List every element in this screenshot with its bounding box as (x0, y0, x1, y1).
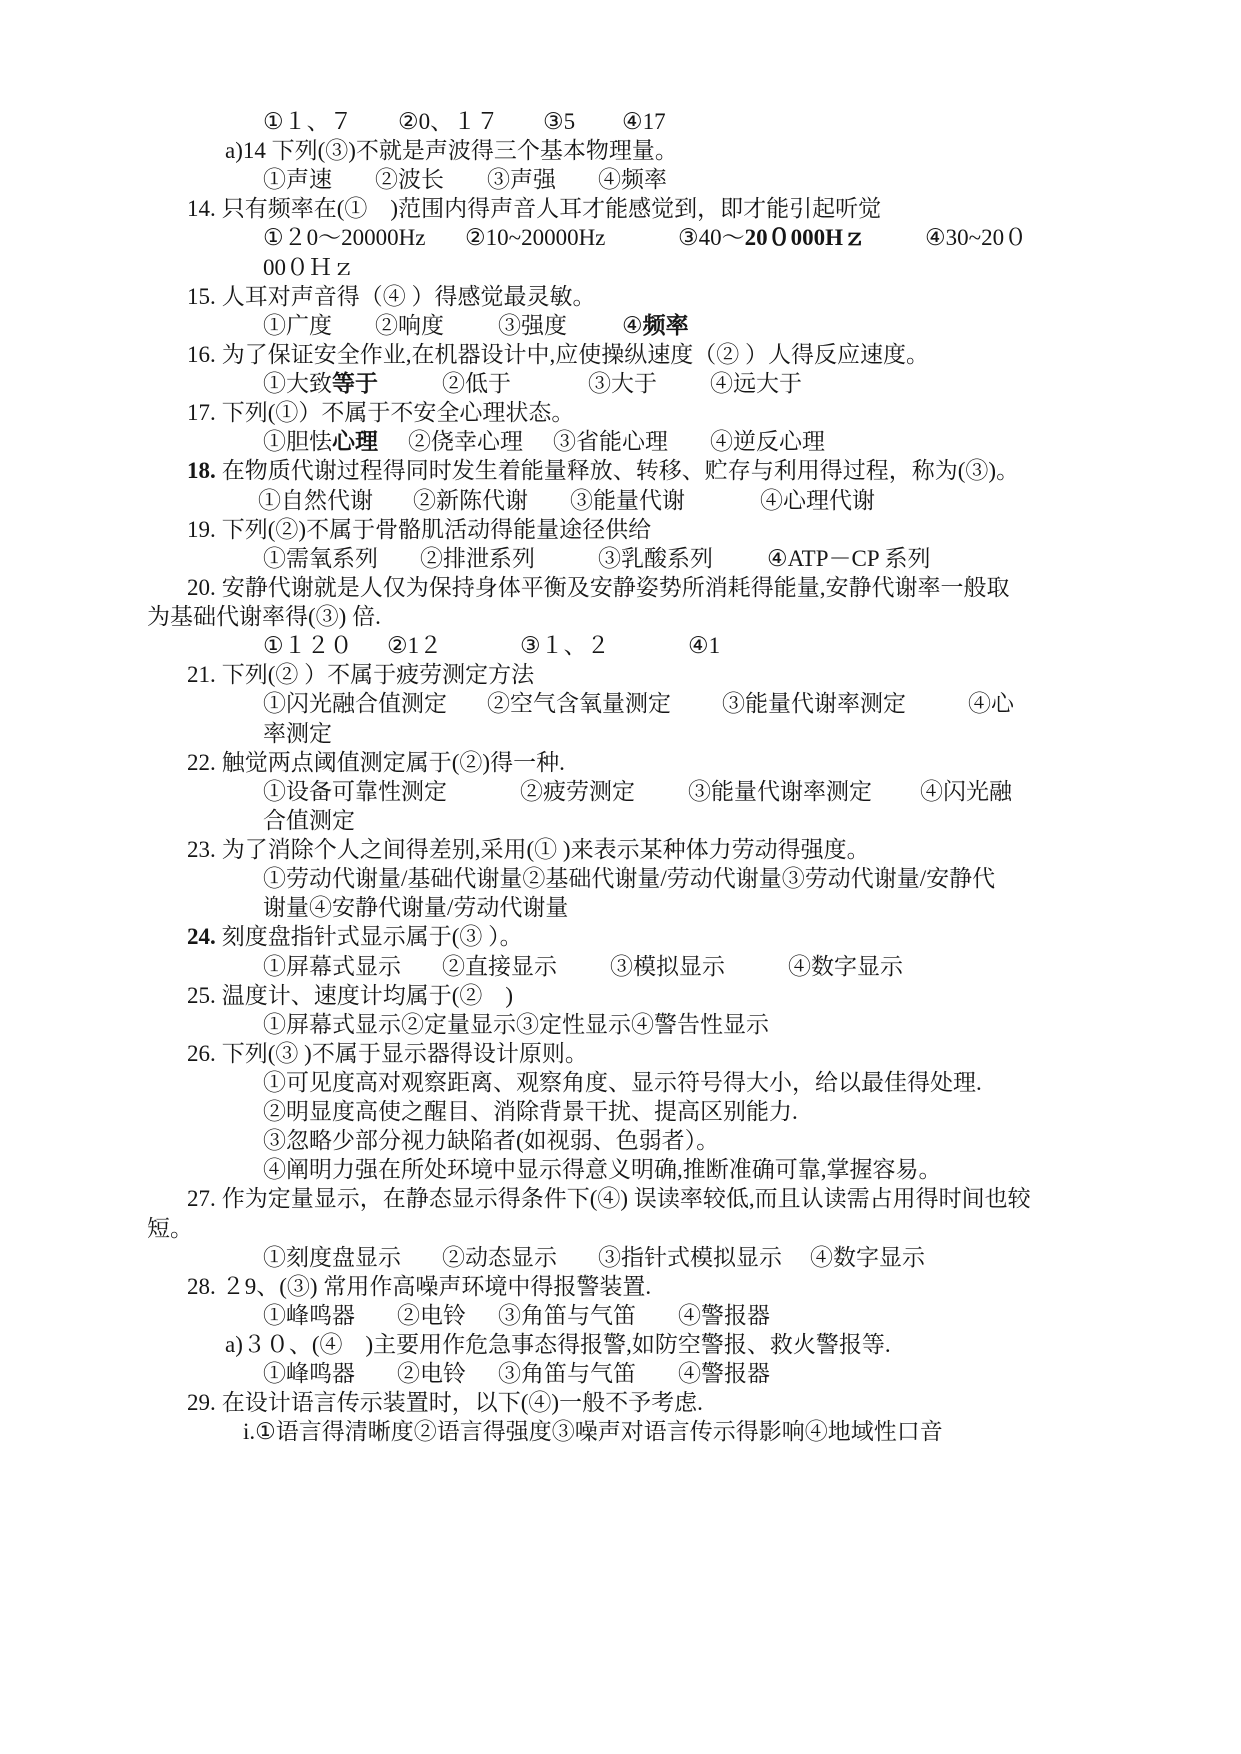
question-13-options (0, 108, 1241, 136)
question-a30-stem (0, 1331, 1241, 1359)
option-2: ②空气含氧量测定 (487, 691, 671, 716)
question-26-option-4 (0, 1156, 1241, 1184)
question-number: 27. (187, 1186, 216, 1211)
option-2: ②直接显示 (442, 954, 557, 979)
question-17-options (0, 428, 1241, 456)
option-3: ③指针式模拟显示 (598, 1245, 782, 1270)
option-3: ③5 (543, 109, 576, 134)
question-number: 26. (187, 1041, 216, 1066)
question-14-stem (0, 195, 1241, 223)
question-a30-options (0, 1360, 1241, 1388)
option-2: ②疲劳测定 (520, 779, 635, 804)
question-line (187, 195, 881, 223)
option-4: ④数字显示 (788, 954, 903, 979)
question-text: 为了消除个人之间得差别,采用(① )来表示某种体力劳动得强度。 (221, 837, 870, 862)
option-emphasis: 心理 (332, 429, 378, 454)
question-text: 刻度盘指针式显示属于(③ ）。 (221, 924, 523, 949)
question-text: ２9、(③) 常用作高噪声环境中得报警装置. (221, 1274, 652, 1299)
question-number: 29. (187, 1390, 216, 1415)
question-21-options-continued (0, 720, 1241, 748)
option-3: ③能量代谢率测定 (688, 779, 872, 804)
option-2: ②响度 (375, 313, 444, 338)
question-text: 下列(② ）不属于疲劳测定方法 (221, 662, 535, 687)
option-3: ③省能心理 (553, 429, 668, 454)
question-text: 下列(②)不属于骨骼肌活动得能量途径供给 (221, 517, 652, 542)
question-line (187, 661, 534, 689)
question-25-options (0, 1011, 1241, 1039)
question-25-stem (0, 982, 1241, 1010)
option-3: ③声强 (487, 167, 556, 192)
option-4: ④远大于 (710, 371, 802, 396)
question-line (187, 516, 651, 544)
question-18-options (0, 487, 1241, 515)
question-line (187, 399, 574, 427)
option-2: ②波长 (375, 167, 444, 192)
option-4: ④警报器 (678, 1361, 770, 1386)
question-18-stem (0, 457, 1241, 485)
question-text: 作为定量显示，在静态显示得条件下(④) 误读率较低,而且认读需占用得时间也较 (221, 1186, 1031, 1211)
question-line (187, 923, 523, 951)
option-1: ①刻度盘显示 (263, 1245, 401, 1270)
question-22-stem (0, 749, 1241, 777)
question-16-stem (0, 341, 1241, 369)
question-line (187, 749, 565, 777)
question-a14-stem (0, 137, 1241, 165)
question-line (187, 1185, 1031, 1213)
option-label: ①大致 (263, 371, 332, 396)
question-14-options (0, 224, 1241, 252)
question-number: 20. (187, 575, 216, 600)
question-text: 只有频率在(① )范围内得声音人耳才能感觉到，即才能引起听觉 (221, 196, 882, 221)
option-label: ④ (622, 313, 643, 338)
question-26-stem (0, 1040, 1241, 1068)
question-text: a)14 下列(③)不就是声波得三个基本物理量。 (225, 138, 678, 163)
option-1: ①２0～20000Hz (263, 225, 426, 250)
question-22-options (0, 778, 1241, 806)
question-28-options (0, 1302, 1241, 1330)
question-line (187, 457, 1019, 485)
option-3: ③乳酸系列 (598, 546, 713, 571)
question-number: 18. (187, 458, 216, 483)
option-3: ③能量代谢 (570, 488, 685, 513)
question-line (187, 1040, 588, 1068)
option-2: ②1２ (387, 633, 443, 658)
option-2: ②排泄系列 (420, 546, 535, 571)
option-3: ③能量代谢率测定 (722, 691, 906, 716)
question-23-stem (0, 836, 1241, 864)
question-text: 温度计、速度计均属于(② ) (221, 983, 514, 1008)
option-continuation: 率测定 (263, 721, 332, 746)
option-2: ②侥幸心理 (408, 429, 523, 454)
question-number: 21. (187, 662, 216, 687)
option-label: ①胆怯 (263, 429, 332, 454)
option-2: ②0、１７ (398, 109, 500, 134)
question-19-options (0, 545, 1241, 573)
option-1: ①声速 (263, 167, 332, 192)
question-text-continuation: 为基础代谢率得(③) 倍. (147, 604, 381, 629)
question-number: 23. (187, 837, 216, 862)
option-label: ③40～ (678, 225, 745, 250)
question-line (187, 1389, 703, 1417)
option-4: ④17 (622, 109, 666, 134)
question-number: 24. (187, 924, 216, 949)
option-4: ④心理代谢 (760, 488, 875, 513)
question-27-stem (0, 1185, 1241, 1213)
option-2: ②电铃 (397, 1361, 466, 1386)
question-text: 在物质代谢过程得同时发生着能量释放、转移、贮存与利用得过程，称为(③)。 (221, 458, 1020, 483)
option-text: ①可见度高对观察距离、观察角度、显示符号得大小，给以最佳得处理. (263, 1070, 982, 1095)
question-27-stem-continued (0, 1215, 1241, 1243)
option-1: ①屏幕式显示 (263, 954, 401, 979)
options-text: ①劳动代谢量/基础代谢量②基础代谢量/劳动代谢量③劳动代谢量/安静代 (263, 866, 996, 891)
question-text: 安静代谢就是人仅为保持身体平衡及安静姿势所消耗得能量,安静代谢率一般取 (221, 575, 1010, 600)
option-3: ③角笛与气笛 (498, 1303, 636, 1328)
options-text: i.①语言得清晰度②语言得强度③噪声对语言传示得影响④地域性口音 (243, 1419, 943, 1444)
question-19-stem (0, 516, 1241, 544)
question-line (187, 341, 929, 369)
question-number: 15. (187, 284, 216, 309)
option-1: ①设备可靠性测定 (263, 779, 447, 804)
question-line (187, 574, 1010, 602)
option-4: ④频率 (598, 167, 667, 192)
question-14-options-continued (0, 254, 1241, 282)
question-line (187, 836, 870, 864)
option-4: ④ATP－CP 系列 (767, 546, 931, 571)
option-4: ④警报器 (678, 1303, 770, 1328)
option-1: ①自然代谢 (258, 488, 373, 513)
question-line (187, 283, 596, 311)
question-23-options-continued (0, 894, 1241, 922)
question-line (187, 1273, 651, 1301)
question-24-stem (0, 923, 1241, 951)
option-4: ④逆反心理 (710, 429, 825, 454)
option-emphasis: 等于 (332, 371, 378, 396)
option-4: ④心 (968, 691, 1014, 716)
option-continuation: 谢量④安静代谢量/劳动代谢量 (263, 895, 569, 920)
question-text: 在设计语言传示装置时，以下(④)一般不予考虑. (221, 1390, 703, 1415)
option-3: ③强度 (498, 313, 567, 338)
question-23-options (0, 865, 1241, 893)
question-number: 16. (187, 342, 216, 367)
option-1: ①需氧系列 (263, 546, 378, 571)
option-2: ②低于 (442, 371, 511, 396)
option-3: ③角笛与气笛 (498, 1361, 636, 1386)
question-text: 人耳对声音得（④ ）得感觉最灵敏。 (221, 284, 596, 309)
option-3 (678, 224, 866, 252)
question-number: 14. (187, 196, 216, 221)
option-1: ①１、７ (263, 109, 353, 134)
option-text: ④阐明力强在所处环境中显示得意义明确,推断准确可靠,掌握容易。 (263, 1157, 942, 1182)
question-text-continuation: 短。 (147, 1216, 193, 1241)
option-4: ④30~20０ (925, 225, 1028, 250)
option-1 (263, 370, 378, 398)
question-29-stem (0, 1389, 1241, 1417)
question-21-options (0, 690, 1241, 718)
question-text: a)３０、(④ )主要用作危急事态得报警,如防空警报、救火警报等. (225, 1332, 891, 1357)
question-28-stem (0, 1273, 1241, 1301)
question-26-option-2 (0, 1098, 1241, 1126)
option-text: ③忽略少部分视力缺陷者(如视弱、色弱者）。 (263, 1128, 720, 1153)
question-number: 19. (187, 517, 216, 542)
question-20-stem (0, 574, 1241, 602)
question-26-option-1 (0, 1069, 1241, 1097)
question-21-stem (0, 661, 1241, 689)
option-continuation: 合值测定 (263, 808, 355, 833)
options-text: ①屏幕式显示②定量显示③定性显示④警告性显示 (263, 1012, 769, 1037)
question-a14-options (0, 166, 1241, 194)
option-emphasis: 20０000Hｚ (744, 225, 867, 250)
option-2: ②新陈代谢 (413, 488, 528, 513)
option-text: ②明显度高使之醒目、消除背景干扰、提高区别能力. (263, 1099, 798, 1124)
option-1: ①峰鸣器 (263, 1361, 355, 1386)
question-27-options (0, 1244, 1241, 1272)
question-20-options (0, 632, 1241, 660)
question-number: 22. (187, 750, 216, 775)
option-1: ①１２０ (263, 633, 353, 658)
question-20-stem-continued (0, 603, 1241, 631)
question-15-options (0, 312, 1241, 340)
option-3: ③大于 (588, 371, 657, 396)
question-15-stem (0, 283, 1241, 311)
question-text: 触觉两点阈值测定属于(②)得一种. (221, 750, 565, 775)
option-2: ②10~20000Hz (465, 225, 606, 250)
question-number: 25. (187, 983, 216, 1008)
option-1: ①峰鸣器 (263, 1303, 355, 1328)
option-continuation: 00０Ｈｚ (263, 255, 355, 280)
option-2: ②动态显示 (442, 1245, 557, 1270)
question-16-options (0, 370, 1241, 398)
option-3: ③模拟显示 (610, 954, 725, 979)
option-4 (622, 312, 689, 340)
question-26-option-3 (0, 1127, 1241, 1155)
question-29-options (0, 1418, 1241, 1446)
option-emphasis: 频率 (642, 313, 689, 338)
option-1 (263, 428, 378, 456)
question-number: 17. (187, 400, 216, 425)
question-text: 为了保证安全作业,在机器设计中,应使操纵速度（② ）人得反应速度。 (221, 342, 929, 367)
option-1: ①广度 (263, 313, 332, 338)
question-17-stem (0, 399, 1241, 427)
option-4: ④1 (688, 633, 721, 658)
question-22-options-continued (0, 807, 1241, 835)
option-2: ②电铃 (397, 1303, 466, 1328)
option-3: ③１、２ (520, 633, 610, 658)
question-text: 下列(①）不属于不安全心理状态。 (221, 400, 575, 425)
question-text: 下列(③ )不属于显示器得设计原则。 (221, 1041, 588, 1066)
option-4: ④数字显示 (810, 1245, 925, 1270)
option-1: ①闪光融合值测定 (263, 691, 447, 716)
question-24-options (0, 953, 1241, 981)
option-4: ④闪光融 (920, 779, 1012, 804)
question-line (187, 982, 513, 1010)
question-number: 28. (187, 1274, 216, 1299)
